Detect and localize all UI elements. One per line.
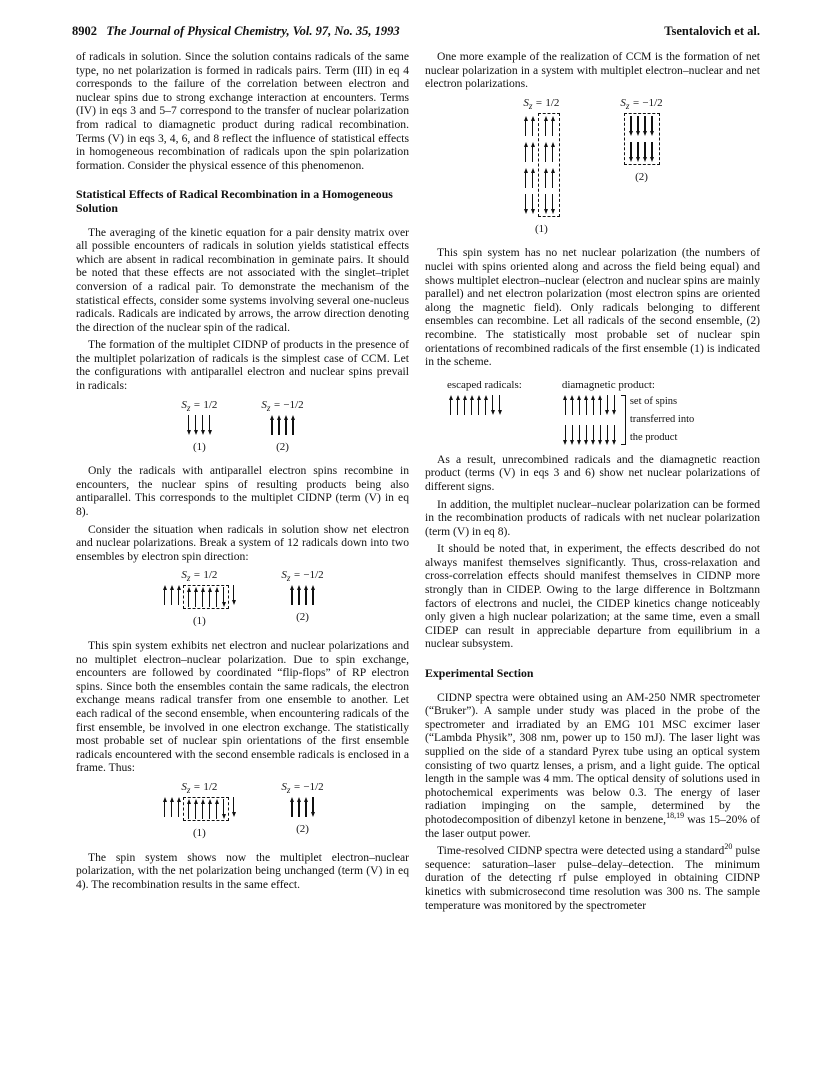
- right-column: [425, 50, 760, 916]
- diamagnetic-label: diamagnetic product:: [561, 378, 655, 391]
- paragraph: Consider the situation when radicals in solution show net electron and nuclear polarizations. Break a system of 12 radicals down into two ensembles by electron spin direction:: [76, 522, 409, 563]
- paragraph: In addition, the multiplet nuclear–nuclear polarization can be formed in the recombination products of radicals with net nuclear polarization (term (V) in eq 8).: [425, 497, 760, 538]
- paragraph: Only the radicals with antiparallel electron spins recombine in encounters, the nuclear spins of resulting products being also antiparallel. This corresponds to the multiplet CIDNP (term (V) in eq 8).: [76, 464, 409, 519]
- ensemble-2: $S_z = -1/2$ (2): [281, 569, 324, 624]
- paragraph: As a result, unrecombined radicals and the diamagnetic reaction product (terms (V) in eqs 3 and 6) show net nuclear polarizations of different signs.: [425, 452, 760, 493]
- scheme-caption: (2): [296, 611, 309, 624]
- paragraph: The averaging of the kinetic equation for a pair density matrix over all possible encounters of radicals in solution yields statistical effects which are absent in radical recombination in geminate pairs. It should be noted that these effects are not associated with the singlet–triplet conversion of a radical pair. To demonstrate the mechanism of the statistical effects, consider some systems involving several one-nucleus radicals. Radicals are indicated by arrows, the arrow direction denoting the direction of the nuclear spin of the radical.: [76, 225, 409, 334]
- ensemble-1: $S_z = 1/2$ (1): [161, 569, 237, 629]
- bracket-note: the product: [629, 432, 678, 444]
- scheme-caption: (2): [635, 170, 648, 183]
- paragraph: It should be noted that, in experiment, the effects described do not always manifest themselves significantly. Thus, cross-relaxation and cross-correlation effects should manifest themselves in CIDNP more strongly than in CIDEP. Owing to the large difference in Boltzmann factors of electrons and nuclei, the CIDEP kinetics change noticeably only given a high nuclear polarization; at the same time, even a small CIDEP can result in appreciable departure from equilibrium in a nuclear subsystem.: [425, 542, 760, 651]
- section-heading: Statistical Effects of Radical Recombination in a Homogeneous Solution: [76, 187, 393, 215]
- ensemble-2: $S_z = -1/2$ (2): [620, 96, 663, 183]
- spin-scheme-c: [76, 781, 409, 841]
- spin-scheme-e: [447, 379, 760, 445]
- journal-title: The Journal of Physical Chemistry, Vol. 97, No. 35, 1993: [106, 24, 400, 38]
- spin-scheme-d: [425, 97, 760, 237]
- ensemble-1: $S_z = 1/2$ (1): [161, 781, 237, 841]
- scheme-caption: (1): [192, 440, 206, 453]
- escaped-label: escaped radicals:: [447, 378, 522, 391]
- scheme-caption: (2): [276, 440, 289, 453]
- scheme-caption: (1): [192, 615, 206, 628]
- paragraph: One more example of the realization of CCM is the formation of net nuclear polarization in a system with multiplet electron–nuclear and net electron polarizations.: [425, 50, 760, 91]
- page-header: [72, 24, 760, 46]
- ensemble-2: $S_z = -1/2$ (2): [261, 398, 304, 453]
- escaped-radicals: [447, 379, 522, 415]
- spin-scheme-b: [76, 569, 409, 629]
- bracket-note: set of spins: [629, 395, 678, 407]
- ensemble-1: $S_z = 1/2$ (1): [523, 96, 560, 235]
- paragraph: This spin system exhibits net electron and nuclear polarizations and no multiplet electron–nuclear polarization. Due to spin exchange, encounters are followed by coordinated “flip-flops” of RP electron spins. Since both the ensembles contain the same radicals, the electron exchange means radical transfer from one ensemble to another. Let each radical of the second ensemble, when encountering radicals of the first ensemble, be involved in one electron exchange. The statistically most probable set of nuclear spin orientations of the first ensemble radicals encountered with the second ensemble radicals is enclosed in a frame. Thus:: [76, 639, 409, 775]
- ensemble-1: $S_z = 1/2$ (1): [181, 398, 218, 453]
- reference-superscript: 18,19: [666, 811, 685, 821]
- diamagnetic-product: [562, 379, 694, 445]
- left-column: [76, 50, 409, 895]
- ensemble-2: $S_z = -1/2$ (2): [281, 780, 324, 835]
- spin-scheme-a: [76, 399, 409, 455]
- reference-superscript: 20: [724, 842, 733, 852]
- section-heading: Experimental Section: [425, 666, 534, 681]
- scheme-caption: (2): [296, 822, 309, 835]
- paragraph: CIDNP spectra were obtained using an AM-250 NMR spectrometer (“Bruker”). A sample under study was placed in the probe of the spectrometer and irradiated by an EMG 101 MSC excimer laser (“Lambda Physik”, 308 nm, power up to 150 mJ). The laser light was supplied on the side of a standard Pyrex tube using an optical system consisting of two quartz lenses, a prism, and a light guide. The optical length in the sample was 4 mm. The optical density of solutions used in photochemical experiments was below 0.3. The energy of laser radiation impinging on the sample, determined by the photodecomposition of dibenzyl ketone in benzene,$^{18,19}$ was 15–20% of the laser output power.: [425, 690, 760, 840]
- scheme-caption: (1): [534, 222, 548, 235]
- page-number: 8902: [72, 24, 97, 38]
- paragraph: The formation of the multiplet CIDNP of products in the presence of the multiplet polarization of radicals is the simplest case of CCM. Let the configurations with antiparallel electron and nuclear spins prevail in radicals:: [76, 338, 409, 393]
- paragraph: The spin system shows now the multiplet electron–nuclear polarization, with the net polarization being unchanged (term (V) in eq 4). The recombination results in the same effect.: [76, 850, 409, 891]
- running-authors: Tsentalovich et al.: [664, 24, 760, 38]
- bracket-note: transferred into: [629, 413, 695, 425]
- paragraph: of radicals in solution. Since the solution contains radicals of the same type, no net polarization is formed in radicals pairs. Term (III) in eq 4 corresponds to the failure of the correlation between electron and nuclear spins due to strong exchange interaction at encounters. Terms (IV) in eqs 3 and 5–7 correspond to the transfer of nuclear polarization from radical to diamagnetic product during radical recombination. Terms (V) in eqs 3, 4, 6, and 8 reflect the influence of statistical effects in homogeneous recombination of radicals upon the spin polarization formation. Consider the physical essence of this phenomenon.: [76, 50, 409, 172]
- paragraph: This spin system has no net nuclear polarization (the numbers of nuclei with spins oriented along and across the field being equal) and shows multiplet electron–nuclear (electron and nuclear spins are mainly parallel) and net electron polarization (most electron spins are oriented along the magnetic field). Only radicals belonging to different ensembles can recombine. Let all radicals of the second ensemble, (2) recombine. The statistically most probable set of nuclear spin orientations of recombined radicals of the first ensemble (1) is indicated in the scheme.: [425, 246, 760, 369]
- paragraph: Time-resolved CIDNP spectra were detected using a standard$^{20}$ pulse sequence: saturation–laser pulse–delay–detection. The minimum duration of the detecting rf pulse employed in obtaining CIDNP kinetics with submicrosecond time resolution was 300 ns. The sample temperature was monitored by the spectrometer: [425, 842, 760, 912]
- scheme-caption: (1): [192, 826, 206, 839]
